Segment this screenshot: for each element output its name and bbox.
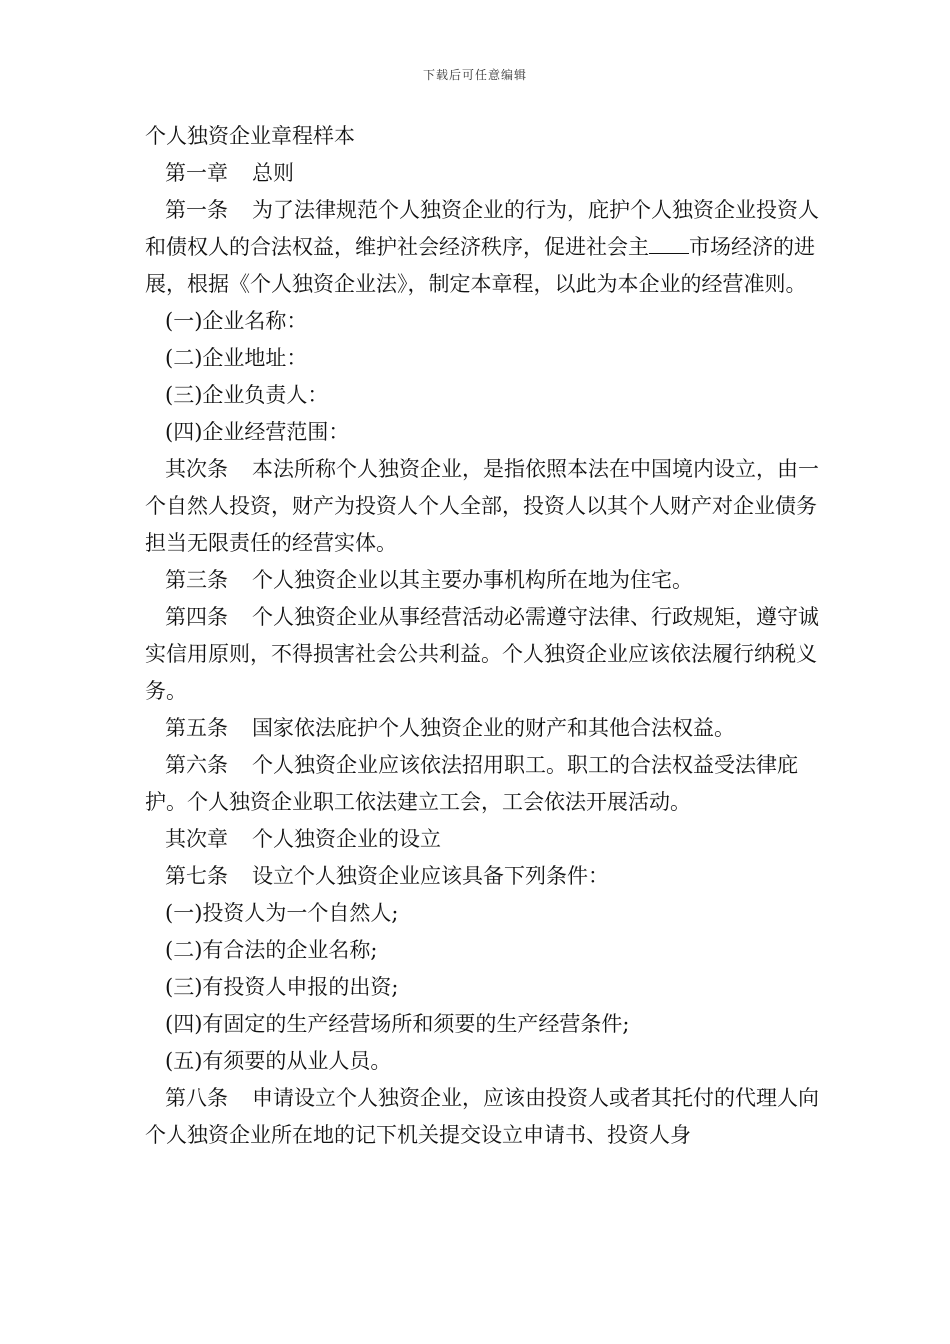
paragraph-label: 第八条: [165, 1086, 228, 1110]
paragraph-article-7: [145, 858, 825, 895]
paragraph-label: 第五条: [165, 716, 228, 740]
paragraph-article-5: [145, 710, 825, 747]
list-item: (四)有固定的生产经营场所和须要的生产经营条件;: [165, 1012, 630, 1036]
paragraph-label: 第一章: [165, 161, 228, 185]
paragraph-chapter-1: [145, 155, 825, 192]
paragraph-label: 第六条: [165, 753, 228, 777]
paragraph-text: 设立个人独资企业应该具备下列条件：: [252, 864, 609, 888]
document-body: [145, 118, 825, 1154]
paragraph-text: 个人独资企业应该依法招用职工。职工的合法权益受法律庇护。个人独资企业职工依法建立工会，工会依法开展活动。: [145, 753, 798, 814]
list-item: (二)有合法的企业名称;: [165, 938, 378, 962]
list-item: (三)有投资人申报的出资;: [165, 975, 399, 999]
paragraph-text: 为了法律规范个人独资企业的行为，庇护个人独资企业投资人和债权人的合法权益，维护社会经济秩序，促进社会主: [145, 198, 819, 259]
paragraph-article-4: [145, 599, 825, 710]
paragraph-text: 个人独资企业从事经营活动必需遵守法律、行政规矩，遵守诚实信用原则，不得损害社会公共利益。个人独资企业应该依法履行纳税义务。: [145, 605, 819, 703]
page-header: 下载后可任意编辑: [422, 68, 527, 82]
paragraph-article-3: [145, 562, 825, 599]
paragraph-article-6: [145, 747, 825, 821]
paragraph-article-1: [145, 192, 825, 303]
paragraph-text: 个人独资企业以其主要办事机构所在地为住宅。: [252, 568, 693, 592]
list-item: (五)有须要的从业人员。: [165, 1049, 392, 1073]
paragraph-label: 第四条: [165, 605, 228, 629]
list-item: (四)企业经营范围：: [165, 420, 350, 444]
list-item: (二)企业地址：: [165, 346, 308, 370]
list-item: (一)投资人为一个自然人;: [165, 901, 399, 925]
document-title: 个人独资企业章程样本: [145, 124, 355, 148]
paragraph-text: 本法所称个人独资企业，是指依照本法在中国境内设立，由一个自然人投资，财产为投资人个人全部，投资人以其个人财产对企业债务担当无限责任的经营实体。: [145, 457, 819, 555]
paragraph-article-8: [145, 1080, 825, 1154]
paragraph-text: 国家依法庇护个人独资企业的财产和其他合法权益。: [252, 716, 735, 740]
paragraph-label: 第七条: [165, 864, 228, 888]
paragraph-label: 第一条: [165, 198, 228, 222]
paragraph-label: 第三条: [165, 568, 228, 592]
list-item: (三)企业负责人：: [165, 383, 329, 407]
paragraph-text: 申请设立个人独资企业，应该由投资人或者其托付的代理人向个人独资企业所在地的记下机关提交设立申请书、投资人身: [145, 1086, 819, 1147]
paragraph-label: 其次条: [165, 457, 228, 481]
list-item: (一)企业名称：: [165, 309, 308, 333]
fill-blank: [649, 252, 689, 254]
paragraph-text-tail: 市场经济的进展，根据《个人独资企业法》，制定本章程，以此为本企业的经营准则。: [145, 235, 815, 296]
paragraph-article-2: [145, 451, 825, 562]
paragraph-label: 其次章: [165, 827, 228, 851]
paragraph-chapter-2: [145, 821, 825, 858]
paragraph-text: 总则: [252, 161, 294, 185]
paragraph-text: 个人独资企业的设立: [252, 827, 441, 851]
